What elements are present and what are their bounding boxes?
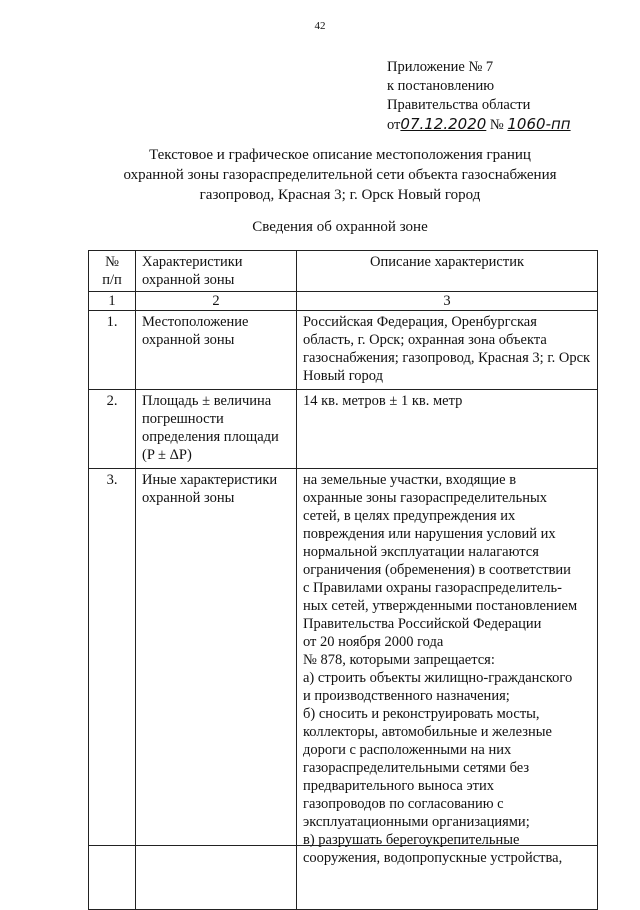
description-line: эксплуатационными организациями; bbox=[303, 814, 530, 830]
header-characteristics: Характеристики охранной зоны bbox=[136, 251, 297, 292]
annex-line-3: Правительства области bbox=[387, 97, 531, 113]
description-line: от 20 ноября 2000 года bbox=[303, 634, 444, 650]
section-title: Сведения об охранной зоне bbox=[252, 219, 428, 235]
header-description: Описание характеристик bbox=[297, 251, 598, 292]
title-line-3: газопровод, Красная 3; г. Орск Новый город bbox=[199, 187, 481, 203]
table-row bbox=[89, 311, 598, 390]
annex-line-2: к постановлению bbox=[387, 78, 495, 94]
description-line: предварительного выноса этих bbox=[303, 778, 495, 794]
annex-from: от bbox=[387, 117, 401, 133]
row-description bbox=[297, 469, 598, 910]
description-line: Правительства Российской Федерации bbox=[303, 616, 542, 632]
table-row bbox=[89, 469, 598, 910]
description-line: охранные зоны газораспределительных bbox=[303, 490, 548, 506]
description-line: на земельные участки, входящие в bbox=[303, 472, 517, 488]
header-number-line-1: № bbox=[105, 254, 119, 270]
header-number-line-2: п/п bbox=[102, 272, 122, 288]
description-line: в) разрушать берегоукрепительные bbox=[303, 832, 520, 848]
description-line: № 878, которыми запрещается: bbox=[303, 652, 495, 668]
index-cell: 1 bbox=[89, 292, 136, 311]
page-number: 42 bbox=[314, 20, 326, 32]
handwritten-date: 07.12.2020 bbox=[400, 115, 487, 133]
table-bottom-border bbox=[88, 845, 598, 846]
annex-line-1: Приложение № 7 bbox=[387, 59, 494, 75]
row-number: 3. bbox=[89, 469, 136, 910]
row-number: 1. bbox=[89, 311, 136, 390]
description-line: коллекторы, автомобильные и железные bbox=[303, 724, 552, 740]
description-line: дороги с расположенными на них bbox=[303, 742, 512, 758]
row-characteristic: Площадь ± величина погрешности определения площади (P ± ΔP) bbox=[136, 390, 297, 469]
index-cell: 3 bbox=[297, 292, 598, 311]
row-description: 14 кв. метров ± 1 кв. метр bbox=[297, 390, 598, 469]
handwritten-number: 1060-пп bbox=[507, 115, 571, 133]
protection-zone-table bbox=[88, 250, 598, 910]
description-line: газораспределительными сетями без bbox=[303, 760, 530, 776]
row-description: Российская Федерация, Оренбургская область, г. Орск; охранная зона объекта газоснабжения; газопровод, Красная 3; г. Орск Новый город bbox=[297, 311, 598, 390]
description-line: сетей, в целях предупреждения их bbox=[303, 508, 516, 524]
description-line: а) строить объекты жилищно-гражданского bbox=[303, 670, 573, 686]
description-line: газопроводов по согласованию с bbox=[303, 796, 504, 812]
row-characteristic: Местоположение охранной зоны bbox=[136, 311, 297, 390]
description-line: нормальной эксплуатации налагаются bbox=[303, 544, 539, 560]
table-header-row bbox=[89, 251, 598, 292]
index-cell: 2 bbox=[136, 292, 297, 311]
annex-number-sign: № bbox=[489, 117, 504, 133]
description-line: и производственного назначения; bbox=[303, 688, 510, 704]
header-number bbox=[89, 251, 136, 292]
description-line: повреждения или нарушения условий их bbox=[303, 526, 556, 542]
table-row bbox=[89, 390, 598, 469]
description-line: с Правилами охраны газораспределитель- bbox=[303, 580, 562, 596]
description-line: сооружения, водопропускные устройства, bbox=[303, 850, 563, 866]
description-line: б) сносить и реконструировать мосты, bbox=[303, 706, 540, 722]
table-index-row bbox=[89, 292, 598, 311]
title-line-2: охранной зоны газораспределительной сети объекта газоснабжения bbox=[123, 167, 557, 183]
row-number: 2. bbox=[89, 390, 136, 469]
description-line: ограничения (обременения) в соответствии bbox=[303, 562, 571, 578]
title-line-1: Текстовое и графическое описание местоположения границ bbox=[149, 147, 531, 163]
row-characteristic: Иные характеристики охранной зоны bbox=[136, 469, 297, 910]
table-continuation bbox=[303, 867, 591, 907]
description-line: ных сетей, утвержденными постановлением bbox=[303, 598, 578, 614]
